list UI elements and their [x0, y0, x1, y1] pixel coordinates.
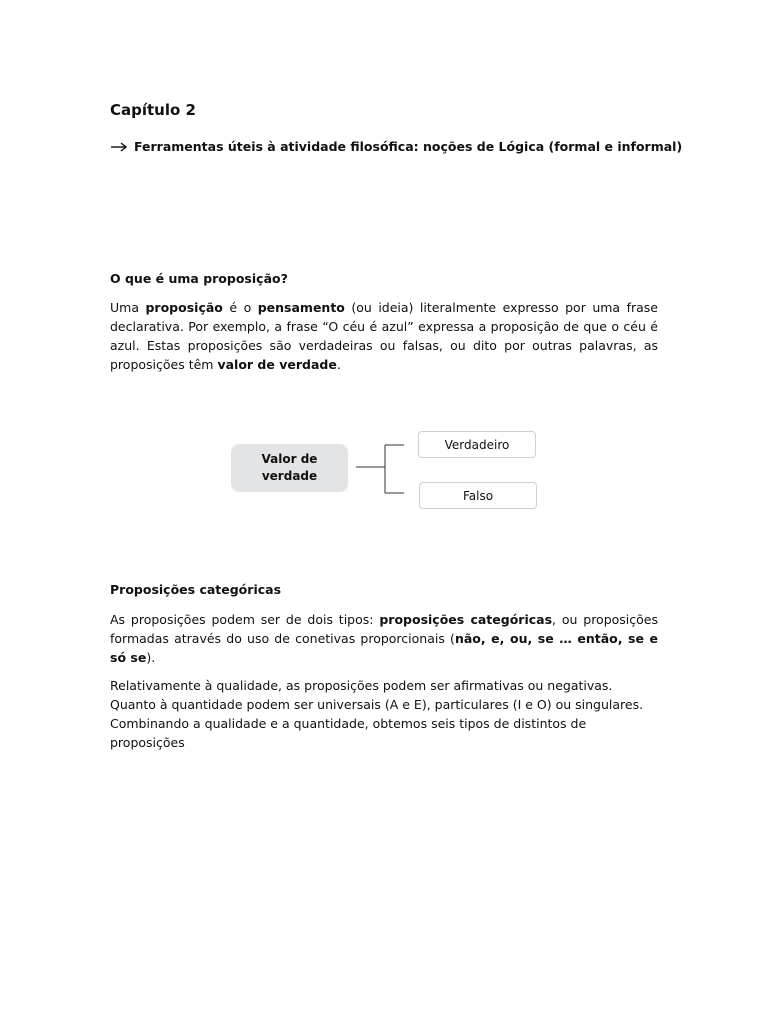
text-run: ). [146, 650, 156, 665]
paragraph-line: Combinando a qualidade e a quantidade, obtemos seis tipos de distintos de [110, 716, 587, 731]
diagram-node-falso-label: Falso [462, 488, 494, 503]
diagram-node-verdadeiro-label: Verdadeiro [444, 437, 510, 452]
diagram-node-falso [419, 482, 537, 509]
diagram-root-label: Valor de verdade [261, 452, 318, 483]
diagram-node-verdadeiro [418, 431, 536, 458]
qualidade-quantidade-paragraph [110, 676, 658, 752]
section-heading-proposicao: O que é uma proposição? [110, 271, 288, 286]
chapter-title: Capítulo 2 [110, 101, 196, 119]
section-heading-categoricas: Proposições categóricas [110, 582, 282, 597]
paragraph-line: proposições [110, 735, 185, 750]
text-run: é o [222, 300, 258, 315]
bold-text-run: valor de verdade [217, 357, 337, 372]
bold-text-run: proposições categóricas [379, 612, 553, 627]
bold-text-run: proposição [145, 300, 223, 315]
bold-text-run: não, e, ou, se … então, se e só se [110, 631, 659, 665]
bold-text-run: pensamento [257, 300, 345, 315]
paragraph-line: Relativamente à qualidade, as proposições podem ser afirmativas ou negativas. [110, 678, 613, 693]
chapter-subtitle-text: Ferramentas úteis à atividade filosófica: noções de Lógica (formal e informal) [134, 139, 683, 154]
categoricas-paragraph [110, 610, 658, 667]
text-run: Uma [110, 300, 146, 315]
text-run: , ou proposições formadas através do uso de conetivas proporcionais ( [110, 612, 658, 646]
text-run: As proposições podem ser de dois tipos: [110, 612, 380, 627]
text-run: (ou ideia) literalmente expresso por uma frase declarativa. Por exemplo, a frase “O céu é azul” expressa a proposição de que o céu é azul. Estas proposições são verdadeiras ou falsas, ou dito por outras palavras, as proposições têm [110, 300, 658, 372]
paragraph-line: Quanto à quantidade podem ser universais (A e E), particulares (I e O) ou singulares. [110, 697, 644, 712]
text-run: . [336, 357, 341, 372]
